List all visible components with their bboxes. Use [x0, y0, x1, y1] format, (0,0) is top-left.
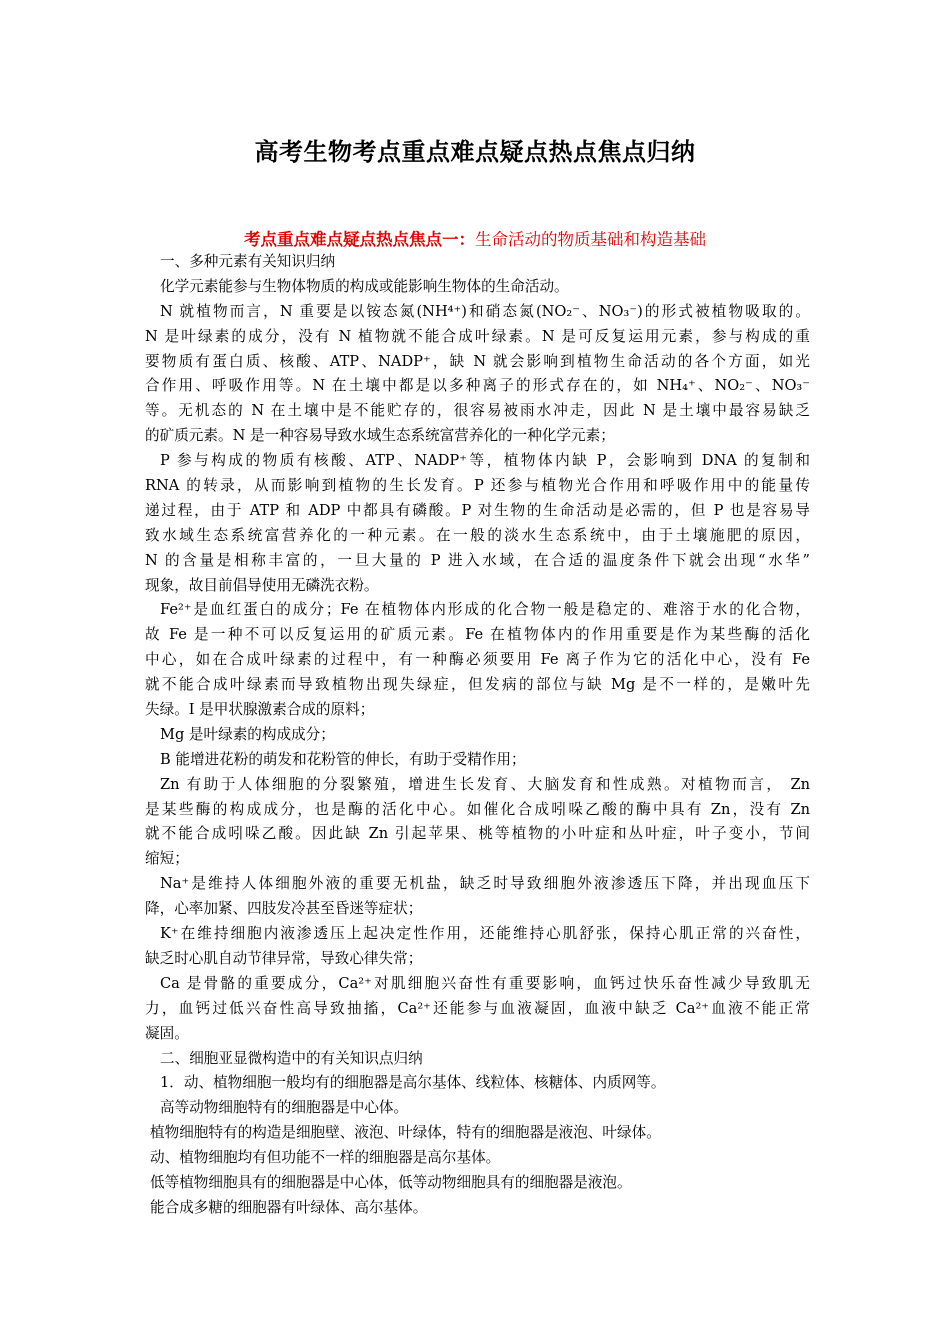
- paragraph-line: 能合成多糖的细胞器有叶绿体、高尔基体。: [150, 1198, 428, 1216]
- paragraph-line: 高等动物细胞特有的细胞器是中心体。: [160, 1099, 409, 1117]
- paragraph-line: Mg 是叶绿素的构成成分；: [160, 725, 335, 743]
- paragraph-line: 降，心率加紧、四肢发冷甚至昏迷等症状；: [145, 900, 423, 918]
- paragraph-line: B 能增进花粉的萌发和花粉管的伸长，有助于受精作用；: [160, 750, 526, 768]
- paragraph-line: Ca 是骨骼的重要成分，Ca²⁺对肌细胞兴奋性有重要影响，血钙过快乐奋性减少导致肌无: [160, 974, 810, 992]
- paragraph-line: 的矿质元素。N 是一种容易导致水域生态系统富营养化的一种化学元素；: [145, 427, 615, 445]
- paragraph-line: N 的含量是相称丰富的，一旦大量的 P 进入水域，在合适的温度条件下就会出现“水华”: [145, 551, 810, 569]
- paragraph-line: 1．动、植物细胞一般均有的细胞器是高尔基体、线粒体、核糖体、内质网等。: [160, 1074, 666, 1092]
- paragraph-line: 是某些酶的构成成分，也是酶的活化中心。如催化合成吲哚乙酸的酶中具有 Zn，没有 Zn: [145, 800, 810, 818]
- paragraph-line: 动、植物细胞均有但功能不一样的细胞器是高尔基体。: [150, 1149, 501, 1167]
- paragraph-line: 缺乏时心肌自动节律异常，导致心律失常；: [145, 949, 423, 967]
- paragraph-line: 凝固。: [145, 1024, 189, 1042]
- paragraph-line: 故 Fe 是一种不可以反复运用的矿质元素。Fe 在植物体内的作用重要是作为某些酶的活化: [145, 626, 810, 644]
- paragraph-line: 现象，故目前倡导使用无磷洗衣粉。: [145, 576, 379, 594]
- paragraph-line: P 参与构成的物质有核酸、ATP、NADP⁺等，植物体内缺 P，会影响到 DNA 的复制和: [160, 452, 810, 470]
- paragraph-line: 低等植物细胞具有的细胞器是中心体，低等动物细胞具有的细胞器是液泡。: [150, 1173, 632, 1191]
- paragraph-line: N 就植物而言，N 重要是以铵态氮(NH⁴⁺)和硝态氮(NO₂⁻、NO₃⁻)的形式被植物吸取的。: [160, 302, 810, 320]
- paragraph-line: 化学元素能参与生物体物质的构成或能影响生物体的生命活动。: [160, 277, 569, 295]
- paragraph-line: Fe²⁺是血红蛋白的成分；Fe 在植物体内形成的化合物一般是稳定的、难溶于水的化合物，: [160, 601, 810, 619]
- paragraph-line: RNA 的转录，从而影响到植物的生长发育。P 还参与植物光合作用和呼吸作用中的能量传: [145, 477, 810, 495]
- paragraph-line: K⁺在维持细胞内液渗透压上起决定性作用，还能维持心肌舒张，保持心肌正常的兴奋性，: [160, 925, 810, 943]
- paragraph-line: 力，血钙过低兴奋性高导致抽搐，Ca²⁺还能参与血液凝固，血液中缺乏 Ca²⁺血液不能正常: [145, 999, 810, 1017]
- paragraph-line: 就不能合成吲哚乙酸。因此缺 Zn 引起苹果、桃等植物的小叶症和丛叶症，叶子变小，节间: [145, 825, 810, 843]
- paragraph-line: 递过程，由于 ATP 和 ADP 中都具有磷酸。P 对生物的生命活动是必需的，但 P 也是容易导: [145, 501, 810, 519]
- paragraph-line: 致水域生态系统富营养化的一种元素。在一般的淡水生态系统中，由于土壤施肥的原因，: [145, 526, 810, 544]
- paragraph-line: 植物细胞特有的构造是细胞壁、液泡、叶绿体，特有的细胞器是液泡、叶绿体。: [150, 1124, 661, 1142]
- section-heading-lead: 考点重点难点疑点热点焦点一：: [244, 230, 475, 249]
- paragraph-line: 合作用、呼吸作用等。N 在土壤中都是以多种离子的形式存在的，如 NH₄⁺、NO₂⁻、NO₃⁻: [145, 377, 810, 395]
- paragraph-line: 等。无机态的 N 在土壤中是不能贮存的，很容易被雨水冲走，因此 N 是土壤中最容易缺乏: [145, 402, 810, 420]
- document-body: [145, 250, 810, 1221]
- paragraph-line: 要物质有蛋白质、核酸、ATP、NADP⁺，缺 N 就会影响到植物生命活动的各个方面，如光: [145, 352, 810, 370]
- paragraph-line: 缩短；: [145, 850, 189, 868]
- section-heading: [0, 226, 950, 250]
- paragraph-line: 中心，如在合成叶绿素的过程中，有一种酶必须要用 Fe 离子作为它的活化中心，没有 Fe: [145, 651, 810, 669]
- heading-elements: 一、多种元素有关知识归纳: [160, 253, 336, 270]
- paragraph-line: Zn 有助于人体细胞的分裂繁殖，增进生长发育、大脑发育和性成熟。对植物而言， Zn: [160, 775, 810, 793]
- paragraph-line: 就不能合成叶绿素而导致植物出现失绿症，但发病的部位与缺 Mg 是不一样的，是嫩叶先: [145, 676, 810, 694]
- section-heading-topic: 生命活动的物质基础和构造基础: [475, 230, 706, 249]
- document-title: 高考生物考点重点难点疑点热点焦点归纳: [254, 138, 696, 166]
- paragraph-line: Na⁺是维持人体细胞外液的重要无机盐，缺乏时导致细胞外液渗透压下降，并出现血压下: [160, 875, 810, 893]
- paragraph-line: N 是叶绿素的成分，没有 N 植物就不能合成叶绿素。N 是可反复运用元素，参与构成的重: [145, 327, 810, 345]
- paragraph-line: 失绿。I 是甲状腺激素合成的原料；: [145, 701, 375, 719]
- heading-organelles: 二、细胞亚显微构造中的有关知识点归纳: [160, 1049, 423, 1067]
